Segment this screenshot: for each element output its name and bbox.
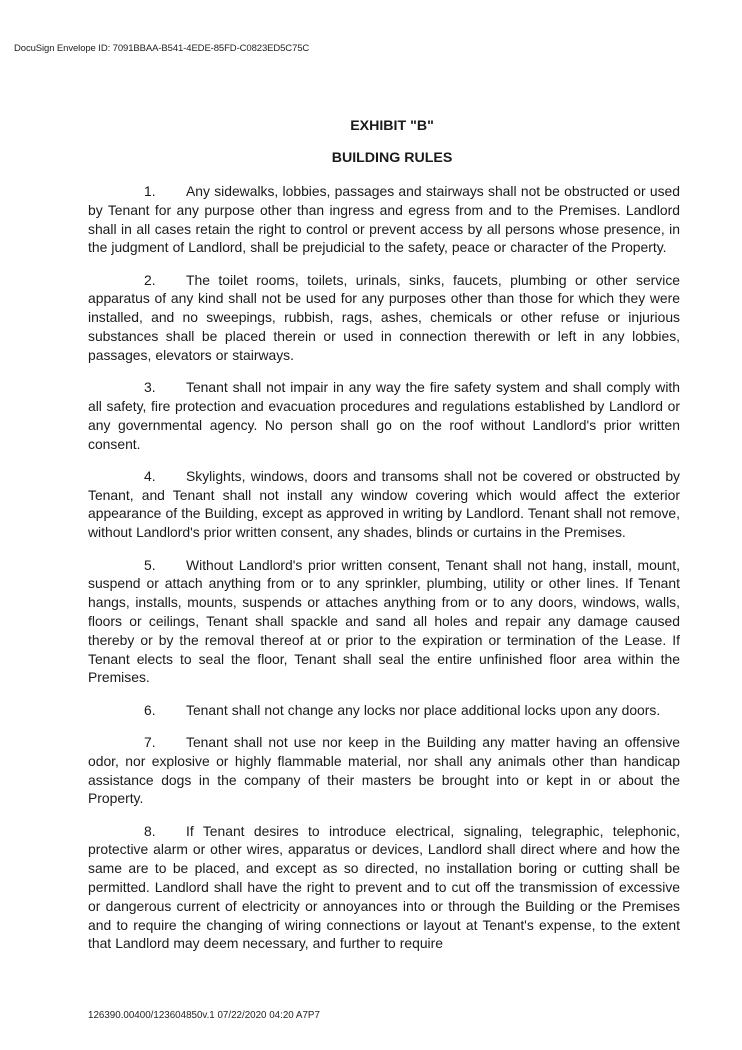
rule-number: 8. xyxy=(144,822,156,839)
docusign-envelope-id: DocuSign Envelope ID: 7091BBAA-B541-4EDE-85FD-C0823ED5C75C xyxy=(14,43,310,54)
rule-text: The toilet rooms, toilets, urinals, sinks, faucets, plumbing or other service apparatus of any kind shall not be used for any purposes other than those for which they were installed, and no sweepings, rubbish, rags, ashes, chemicals or other refuse or injurious substances shall be placed therein or used in connection therewith or left in any lobbies, passages, elevators or stairways. xyxy=(88,271,680,363)
building-rules-heading: BUILDING RULES xyxy=(331,150,453,166)
rule-text: Tenant shall not use nor keep in the Building any matter having an offensive odor, nor explosive or highly flammable material, nor shall any animals other than handicap assistance dogs in the company of their masters be brought into or kept in or about the Property. xyxy=(88,733,680,807)
rule-number: 3. xyxy=(144,379,156,396)
rule-text: Skylights, windows, doors and transoms shall not be covered or obstructed by Tenant, and Tenant shall not install any window covering which would affect the exterior appearance of the Building, except as approved in writing by Landlord. Tenant shall not remove, without Landlord's prior written consent, any shades, blinds or curtains in the Premises. xyxy=(88,467,680,541)
rule-item xyxy=(88,182,680,257)
rule-item xyxy=(88,271,680,365)
rule-text: If Tenant desires to introduce electrical, signaling, telegraphic, telephonic, protective alarm or other wires, apparatus or devices, Landlord shall direct where and how the same are to be placed, and except as so directed, no installation boring or cutting shall be permitted. Landlord shall have the right to prevent and to cut off the transmission of excessive or dangerous current of electricity or annoyances into or through the Building or the Premises and to require the changing of wiring connections or layout at Tenant's expense, to the extent that Landlord may deem necessary, and further to require xyxy=(88,822,680,952)
rule-text: Without Landlord's prior written consent, Tenant shall not hang, install, mount, suspend or attach anything from or to any sprinkler, plumbing, utility or other lines. If Tenant hangs, installs, mounts, suspends or attaches anything from or to any doors, windows, walls, floors or ceilings, Tenant shall spackle and sand all holes and repair any damage caused thereby or by the removal thereof at or prior to the expiration or termination of the Lease. If Tenant elects to seal the floor, Tenant shall seal the entire unfinished floor area within the Premises. xyxy=(88,556,680,686)
exhibit-title: EXHIBIT "B" xyxy=(350,118,434,134)
rule-number: 7. xyxy=(144,733,156,750)
rule-text: Tenant shall not impair in any way the fire safety system and shall comply with all safety, fire protection and evacuation procedures and regulations established by Landlord or any governmental agency. No person shall go on the roof without Landlord's prior written consent. xyxy=(88,379,680,452)
rule-number: 4. xyxy=(144,467,156,484)
rule-number: 2. xyxy=(144,271,156,288)
document-footer-id: 126390.00400/123604850v.1 07/22/2020 04:20 A7P7 xyxy=(88,1010,320,1021)
rule-text: Any sidewalks, lobbies, passages and stairways shall not be obstructed or used by Tenant for any purpose other than ingress and egress from and to the Premises. Landlord shall in all cases retain the right to control or prevent access by all persons whose presence, in the judgment of Landlord, shall be prejudicial to the safety, peace or character of the Property. xyxy=(88,183,680,256)
rule-number: 6. xyxy=(144,701,156,718)
rule-item xyxy=(88,822,680,954)
rule-item xyxy=(88,733,680,808)
rule-item xyxy=(88,701,680,720)
rule-text: Tenant shall not change any locks nor place additional locks upon any doors. xyxy=(186,701,661,718)
rules-list xyxy=(88,182,680,967)
rule-number: 5. xyxy=(144,556,156,573)
rule-number: 1. xyxy=(144,183,156,199)
rule-item xyxy=(88,556,680,688)
rule-item xyxy=(88,378,680,453)
rule-item xyxy=(88,467,680,542)
